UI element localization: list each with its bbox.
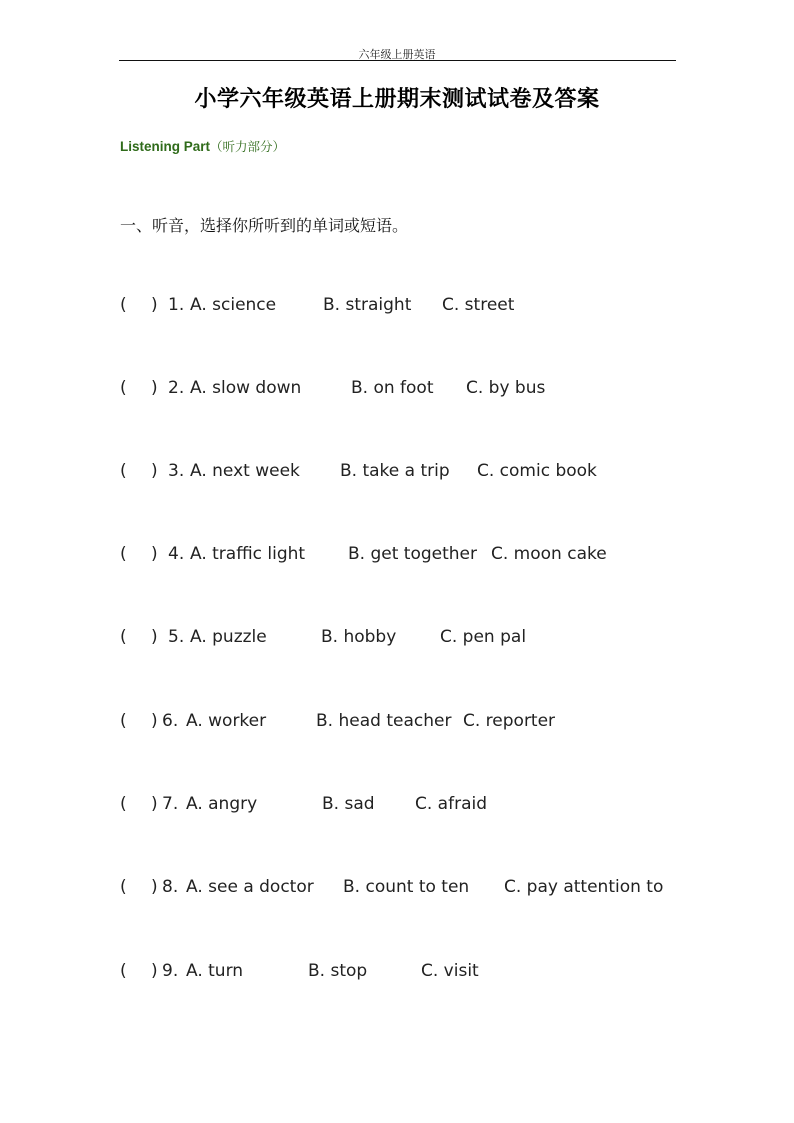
answer-blank-close: ) [151, 627, 158, 647]
answer-blank-close: ) [151, 794, 158, 814]
option-b: B. straight [323, 295, 412, 315]
answer-blank-open: ( [120, 711, 127, 731]
option-c: C. street [442, 295, 515, 315]
option-a: A. worker [186, 711, 267, 731]
answer-blank-open: ( [120, 877, 127, 897]
answer-blank-close: ) [151, 295, 158, 315]
page-title: 小学六年级英语上册期末测试试卷及答案 [194, 87, 600, 112]
answer-blank-close: ) [151, 961, 158, 981]
option-b: B. head teacher [316, 711, 452, 731]
answer-blank-open: ( [120, 544, 127, 564]
option-b: B. count to ten [343, 877, 470, 897]
question-number: 9. [162, 961, 179, 981]
listening-part-label: Listening Part [120, 139, 211, 154]
answer-blank-open: ( [120, 461, 127, 481]
option-a: A. science [190, 295, 277, 315]
answer-blank-close: ) [151, 461, 158, 481]
option-c: C. afraid [415, 794, 488, 814]
answer-blank-open: ( [120, 961, 127, 981]
answer-blank-open: ( [120, 378, 127, 398]
answer-blank-close: ) [151, 877, 158, 897]
option-b: B. on foot [351, 378, 434, 398]
answer-blank-open: ( [120, 794, 127, 814]
listening-part-chinese: （听力部分） [210, 139, 286, 154]
listening-part-heading [120, 137, 285, 155]
question-number: 3. [168, 461, 185, 481]
question-number: 2. [168, 378, 185, 398]
option-c: C. comic book [477, 461, 597, 481]
option-c: C. reporter [463, 711, 556, 731]
option-b: B. get together [348, 544, 477, 564]
option-a: A. next week [190, 461, 300, 481]
option-a: A. angry [186, 794, 258, 814]
running-header: 六年级上册英语 [358, 48, 436, 61]
option-a: A. traffic light [190, 544, 306, 564]
question-number: 1. [168, 295, 185, 315]
option-c: C. by bus [466, 378, 546, 398]
option-c: C. visit [421, 961, 479, 981]
option-c: C. pay attention to [504, 877, 664, 897]
question-number: 5. [168, 627, 185, 647]
option-a: A. see a doctor [186, 877, 314, 897]
answer-blank-close: ) [151, 711, 158, 731]
answer-blank-open: ( [120, 627, 127, 647]
option-a: A. turn [186, 961, 244, 981]
option-b: B. sad [322, 794, 375, 814]
option-b: B. stop [308, 961, 368, 981]
option-c: C. moon cake [491, 544, 607, 564]
option-b: B. take a trip [340, 461, 450, 481]
option-a: A. puzzle [190, 627, 267, 647]
option-c: C. pen pal [440, 627, 527, 647]
answer-blank-open: ( [120, 295, 127, 315]
option-b: B. hobby [321, 627, 397, 647]
question-number: 4. [168, 544, 185, 564]
question-number: 6. [162, 711, 179, 731]
section-1-heading: 一、听音，选择你所听到的单词或短语。 [120, 216, 409, 235]
header-rule [119, 60, 676, 61]
question-number: 8. [162, 877, 179, 897]
question-number: 7. [162, 794, 179, 814]
option-a: A. slow down [190, 378, 302, 398]
answer-blank-close: ) [151, 378, 158, 398]
answer-blank-close: ) [151, 544, 158, 564]
